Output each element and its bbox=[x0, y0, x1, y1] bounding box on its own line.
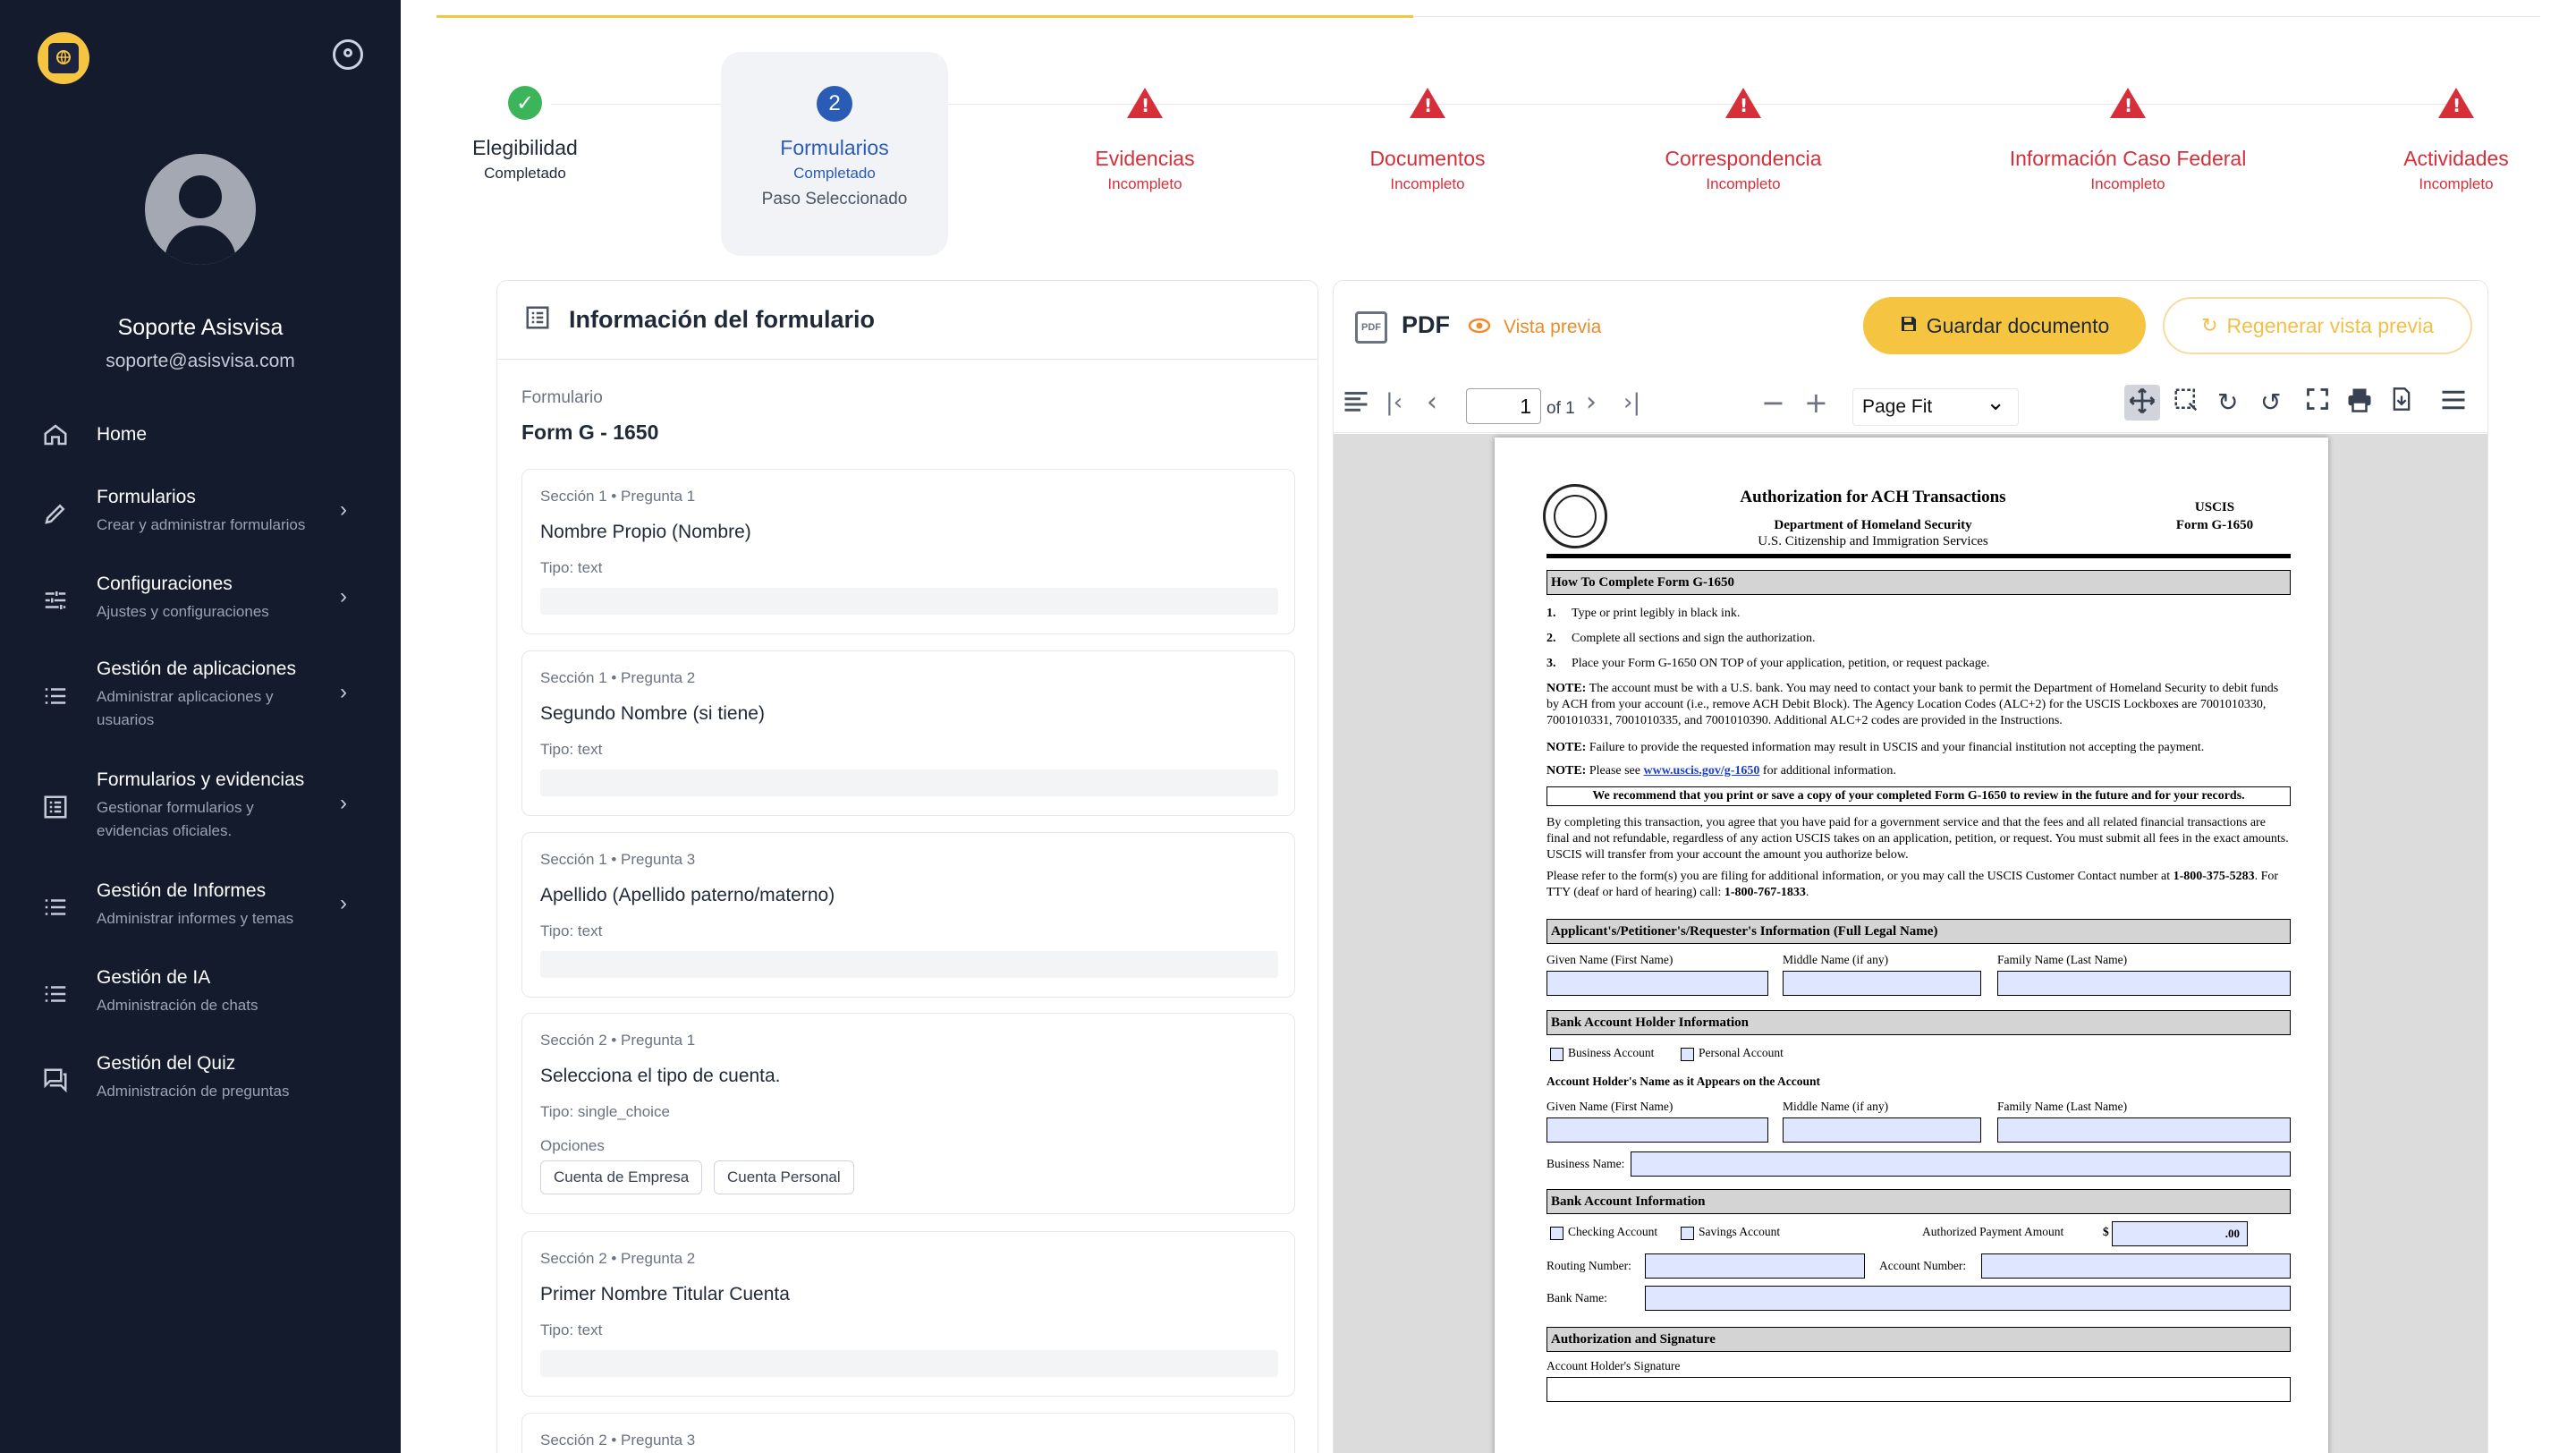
dhs-seal-icon bbox=[1543, 484, 1607, 548]
step-title: Actividades bbox=[2403, 147, 2509, 170]
sidebar-item-configuraciones[interactable] bbox=[0, 574, 401, 636]
save-document-button[interactable] bbox=[1863, 297, 2146, 354]
question-title: Selecciona el tipo de cuenta. bbox=[540, 1066, 781, 1086]
applicant-given-name-field[interactable] bbox=[1546, 971, 1768, 996]
list-icon bbox=[39, 891, 72, 923]
form-info-panel bbox=[496, 280, 1318, 1453]
refer-text: . bbox=[1805, 886, 1809, 899]
chevron-right-icon: › bbox=[340, 791, 347, 815]
agreement-text: By completing this transaction, you agree that you have paid for a government service and that the fees and all related financial transactions are final and not refundable, regardless of any action USCIS takes on an application, petition, or request. You must submit all fees in the exact amounts. USCIS will transfer from your account the amount you authorize below. bbox=[1546, 816, 2289, 862]
field-label: Middle Name (if any) bbox=[1783, 1100, 1889, 1113]
phone-number: 1-800-375-5283 bbox=[2173, 870, 2255, 883]
account-circle-icon[interactable] bbox=[333, 39, 363, 70]
regenerate-preview-label: Regenerar vista previa bbox=[2226, 313, 2434, 337]
business-name-field[interactable] bbox=[1631, 1151, 2291, 1177]
section-authorization: Authorization and Signature bbox=[1546, 1327, 2291, 1352]
sidebar-item-ia[interactable] bbox=[0, 967, 401, 1030]
sidebar-item-label: Home bbox=[97, 424, 148, 445]
question-type: Tipo: text bbox=[540, 1321, 603, 1338]
warning-icon: ! bbox=[1410, 88, 1445, 118]
step-selected-label: Paso Seleccionado bbox=[761, 190, 908, 208]
pan-tool-icon[interactable] bbox=[2128, 387, 2157, 423]
question-meta: Sección 2 • Pregunta 2 bbox=[540, 1250, 696, 1267]
pdf-label: PDF bbox=[1402, 311, 1450, 338]
chevron-right-icon: › bbox=[340, 891, 347, 915]
sidebar-item-aplicaciones[interactable] bbox=[0, 659, 401, 748]
sidebar-item-quiz[interactable] bbox=[0, 1053, 401, 1116]
question-meta: Sección 1 • Pregunta 1 bbox=[540, 488, 696, 505]
field-label: Bank Name: bbox=[1546, 1291, 1607, 1304]
fullscreen-icon[interactable] bbox=[2305, 387, 2330, 420]
question-type: Tipo: text bbox=[540, 922, 603, 939]
step-status: Incompleto bbox=[1107, 175, 1182, 192]
sidebar-item-label: Formularios y evidencias bbox=[97, 769, 305, 790]
progress-bar-fill bbox=[436, 15, 1413, 18]
payment-amount-field[interactable]: .00 bbox=[2112, 1221, 2248, 1246]
field-label: Business Name: bbox=[1546, 1157, 1625, 1170]
doc-form-id: Form G-1650 bbox=[2175, 518, 2254, 532]
regenerate-preview-button[interactable] bbox=[2163, 297, 2472, 354]
field-label: Routing Number: bbox=[1546, 1259, 1631, 1272]
progress-bar-track bbox=[1413, 16, 2540, 17]
list-icon bbox=[39, 978, 72, 1010]
savings-account-checkbox[interactable] bbox=[1681, 1227, 1694, 1240]
question-title: Segundo Nombre (si tiene) bbox=[540, 703, 765, 724]
pdf-toolbar bbox=[1334, 374, 2488, 433]
field-label: Authorized Payment Amount bbox=[1922, 1225, 2064, 1238]
check-circle-icon: ✓ bbox=[508, 86, 542, 120]
step-informacion-caso-federal[interactable] bbox=[1985, 88, 2271, 204]
personal-account-checkbox[interactable] bbox=[1681, 1048, 1694, 1061]
options-label: Opciones bbox=[540, 1137, 605, 1154]
page-number-input[interactable]: 1 bbox=[1466, 388, 1541, 424]
list-icon bbox=[39, 680, 72, 712]
refer-text: . For TTY (deaf or hard of hearing) call: bbox=[1546, 870, 2279, 899]
form-list-icon bbox=[39, 791, 72, 823]
field-label: Given Name (First Name) bbox=[1546, 1100, 1674, 1113]
option-chip[interactable]: Cuenta de Empresa bbox=[540, 1160, 702, 1194]
app-logo[interactable] bbox=[38, 32, 89, 84]
sidebar-item-sub: Administración de chats bbox=[97, 997, 258, 1014]
question-type: Tipo: single_choice bbox=[540, 1103, 670, 1120]
panel-header bbox=[497, 281, 1318, 360]
zoom-select[interactable]: Page Fit ⌄ bbox=[1852, 388, 2019, 426]
question-title: Nombre Propio (Nombre) bbox=[540, 522, 751, 542]
doc-department: Department of Homeland Security bbox=[1774, 518, 1972, 532]
section-bank: Bank Account Information bbox=[1546, 1189, 2291, 1214]
pdf-viewer[interactable] bbox=[1334, 434, 2488, 1453]
dollar-sign: $ bbox=[2103, 1225, 2109, 1238]
question-card[interactable] bbox=[521, 469, 1295, 634]
zoom-out-icon[interactable]: − bbox=[1761, 386, 1785, 420]
question-card[interactable] bbox=[521, 1413, 1295, 1453]
uscis-link[interactable]: www.uscis.gov/g-1650 bbox=[1643, 764, 1760, 777]
step-title: Evidencias bbox=[1095, 147, 1195, 170]
step-title: Formularios bbox=[780, 136, 889, 159]
field-label: Business Account bbox=[1568, 1046, 1655, 1059]
last-page-icon[interactable]: ›| bbox=[1623, 389, 1641, 416]
question-card[interactable] bbox=[521, 650, 1295, 816]
user-name: Soporte Asisvisa bbox=[117, 315, 284, 340]
step-number: 2. bbox=[1546, 632, 1556, 645]
step-status: Completado bbox=[793, 165, 876, 182]
question-title: Primer Nombre Titular Cuenta bbox=[540, 1284, 790, 1304]
sidebar-item-label: Gestión de aplicaciones bbox=[97, 659, 296, 679]
question-answer-field[interactable] bbox=[540, 951, 1278, 978]
user-email: soporte@asisvisa.com bbox=[106, 351, 295, 371]
bank-name-field[interactable] bbox=[1645, 1286, 2291, 1311]
form-name: Form G - 1650 bbox=[521, 421, 659, 444]
sidebar-item-sub: Administrar aplicaciones y usuarios bbox=[97, 688, 274, 728]
field-label: Given Name (First Name) bbox=[1546, 953, 1674, 966]
print-icon[interactable] bbox=[2346, 387, 2373, 421]
save-document-label: Guardar documento bbox=[1926, 313, 2110, 337]
pdf-file-icon: PDF bbox=[1355, 311, 1387, 344]
sidebar-toggle-icon[interactable] bbox=[1343, 387, 1369, 421]
sliders-icon bbox=[39, 584, 72, 616]
form-label: Formulario bbox=[521, 388, 603, 407]
sidebar-item-label: Configuraciones bbox=[97, 574, 233, 594]
field-label: Checking Account bbox=[1568, 1225, 1658, 1238]
rotate-clockwise-icon[interactable]: ↻ bbox=[2217, 387, 2239, 417]
pdf-page bbox=[1495, 438, 2328, 1453]
routing-number-field[interactable] bbox=[1645, 1253, 1865, 1279]
question-meta: Sección 2 • Pregunta 3 bbox=[540, 1432, 696, 1449]
step-elegibilidad[interactable] bbox=[436, 86, 614, 202]
warning-icon: ! bbox=[1127, 88, 1163, 118]
step-title: Documentos bbox=[1369, 147, 1486, 170]
note-label: NOTE: bbox=[1546, 682, 1587, 695]
warning-icon: ! bbox=[2438, 88, 2474, 118]
passport-logo-icon bbox=[48, 43, 79, 73]
eye-icon bbox=[1468, 316, 1491, 341]
sidebar-item-sub: Administración de preguntas bbox=[97, 1083, 290, 1100]
home-icon bbox=[39, 419, 72, 451]
page-count: of 1 bbox=[1546, 399, 1575, 418]
note-text: The account must be with a U.S. bank. You may need to contact your bank to permit the Department of Homeland Security to debit funds by ACH from your account (i.e., remove ACH Debit Block). The Agency Location Codes (ALC+2) for the USCIS Lockboxes are 7001010330, 7001010331, 7001010335, and 7001010390. Additional ALC+2 codes are provided in the Instructions. bbox=[1546, 682, 2279, 727]
account-number-field[interactable] bbox=[1981, 1253, 2291, 1279]
applicant-family-name-field[interactable] bbox=[1997, 971, 2291, 996]
field-label: Account Holder's Signature bbox=[1546, 1359, 1681, 1372]
question-answer-field[interactable] bbox=[540, 769, 1278, 796]
menu-icon[interactable] bbox=[2439, 387, 2468, 421]
doc-agency-full: U.S. Citizenship and Immigration Services bbox=[1758, 534, 1988, 548]
note-text: Failure to provide the requested information may result in USCIS and your financial institution not accepting the payment. bbox=[1589, 741, 2205, 754]
recommend-box: We recommend that you print or save a copy of your completed Form G-1650 to review in the future and for your records. bbox=[1546, 786, 2291, 806]
step-status: Incompleto bbox=[2090, 175, 2165, 192]
refer-text: Please refer to the form(s) you are filing for additional information, or you may call the USCIS Customer Contact number at bbox=[1546, 870, 2174, 883]
sidebar-item-label: Formularios bbox=[97, 487, 196, 507]
step-title: Correspondencia bbox=[1665, 147, 1822, 170]
question-meta: Sección 1 • Pregunta 2 bbox=[540, 669, 696, 686]
sidebar-item-sub: Gestionar formularios y evidencias oficiales. bbox=[97, 799, 254, 839]
signature-field[interactable] bbox=[1546, 1377, 2291, 1402]
sidebar-item-label: Gestión de IA bbox=[97, 967, 211, 988]
holder-family-name-field[interactable] bbox=[1997, 1117, 2291, 1143]
question-card[interactable] bbox=[521, 1231, 1295, 1397]
note-text: Please see bbox=[1589, 764, 1644, 777]
note-text: for additional information. bbox=[1759, 764, 1896, 777]
sidebar-item-label: Gestión de Informes bbox=[97, 880, 267, 901]
holder-middle-name-field[interactable] bbox=[1783, 1117, 1981, 1143]
download-icon[interactable] bbox=[2389, 387, 2414, 420]
step-title: Información Caso Federal bbox=[2009, 147, 2247, 170]
rotate-counterclockwise-icon[interactable]: ↺ bbox=[2260, 387, 2282, 417]
section-holder: Bank Account Holder Information bbox=[1546, 1010, 2291, 1035]
step-correspondencia[interactable] bbox=[1636, 88, 1851, 204]
warning-icon: ! bbox=[1725, 88, 1761, 118]
step-text: Place your Form G-1650 ON TOP of your application, petition, or request package. bbox=[1572, 657, 1990, 670]
question-type: Tipo: text bbox=[540, 741, 603, 758]
step-evidencias[interactable] bbox=[1055, 88, 1234, 204]
field-label: Middle Name (if any) bbox=[1783, 953, 1889, 966]
doc-agency: USCIS bbox=[2194, 500, 2235, 514]
chat-icon bbox=[39, 1064, 72, 1096]
doc-title: Authorization for ACH Transactions bbox=[1740, 488, 2006, 506]
step-formularios[interactable] bbox=[745, 86, 924, 220]
question-meta: Sección 2 • Pregunta 1 bbox=[540, 1032, 696, 1049]
preview-label: Vista previa bbox=[1504, 317, 1602, 337]
sidebar-item-sub: Administrar informes y temas bbox=[97, 910, 294, 927]
step-status: Completado bbox=[484, 165, 566, 182]
step-documentos[interactable] bbox=[1338, 88, 1517, 204]
refresh-icon: ↻ bbox=[2201, 314, 2218, 336]
pdf-panel bbox=[1333, 280, 2488, 1453]
question-card[interactable] bbox=[521, 1013, 1295, 1214]
header-rule bbox=[1546, 554, 2291, 558]
step-actividades[interactable] bbox=[2376, 88, 2537, 204]
sidebar-item-formularios[interactable] bbox=[0, 487, 401, 549]
first-page-icon[interactable]: |‹ bbox=[1385, 389, 1403, 416]
question-answer-field[interactable] bbox=[540, 588, 1278, 615]
step-status: Incompleto bbox=[1390, 175, 1465, 192]
sidebar-item-informes[interactable] bbox=[0, 880, 401, 943]
sidebar-item-label: Gestión del Quiz bbox=[97, 1053, 236, 1074]
step-number: 3. bbox=[1546, 657, 1556, 670]
option-chip[interactable]: Cuenta Personal bbox=[714, 1160, 854, 1194]
step-number: 1. bbox=[1546, 607, 1556, 620]
zoom-in-icon[interactable]: + bbox=[1804, 386, 1828, 420]
field-label: Savings Account bbox=[1699, 1225, 1781, 1238]
field-label: Personal Account bbox=[1699, 1046, 1784, 1059]
sidebar-item-formularios-evidencias[interactable] bbox=[0, 769, 401, 859]
chevron-right-icon: › bbox=[340, 584, 347, 608]
question-answer-field[interactable] bbox=[540, 1350, 1278, 1377]
sidebar bbox=[0, 0, 401, 1453]
avatar bbox=[145, 154, 256, 265]
note-label: NOTE: bbox=[1546, 741, 1587, 754]
question-title: Apellido (Apellido paterno/materno) bbox=[540, 885, 835, 905]
section-applicant: Applicant's/Petitioner's/Requester's Information (Full Legal Name) bbox=[1546, 919, 2291, 944]
sidebar-item-sub: Crear y administrar formularios bbox=[97, 516, 306, 533]
form-list-icon bbox=[524, 304, 551, 336]
sidebar-item-home[interactable] bbox=[0, 419, 401, 455]
applicant-middle-name-field[interactable] bbox=[1783, 971, 1981, 996]
sidebar-item-sub: Ajustes y configuraciones bbox=[97, 603, 269, 620]
tty-number: 1-800-767-1833 bbox=[1724, 886, 1806, 899]
business-account-checkbox[interactable] bbox=[1550, 1048, 1563, 1061]
holder-name-title: Account Holder's Name as it Appears on the Account bbox=[1546, 1075, 1820, 1088]
step-status: Incompleto bbox=[1706, 175, 1781, 192]
question-meta: Sección 1 • Pregunta 3 bbox=[540, 851, 696, 868]
holder-given-name-field[interactable] bbox=[1546, 1117, 1768, 1143]
question-card[interactable] bbox=[521, 832, 1295, 998]
step-status: Incompleto bbox=[2419, 175, 2494, 192]
step-number-badge: 2 bbox=[817, 86, 852, 122]
checking-account-checkbox[interactable] bbox=[1550, 1227, 1563, 1240]
field-label: Account Number: bbox=[1879, 1259, 1967, 1272]
chevron-right-icon: › bbox=[340, 680, 347, 704]
marquee-select-icon[interactable] bbox=[2173, 387, 2199, 421]
field-label: Family Name (Last Name) bbox=[1997, 953, 2128, 966]
chevron-right-icon: › bbox=[340, 497, 347, 522]
note-label: NOTE: bbox=[1546, 764, 1587, 777]
field-label: Family Name (Last Name) bbox=[1997, 1100, 2128, 1113]
step-title: Elegibilidad bbox=[472, 136, 578, 159]
warning-icon: ! bbox=[2110, 88, 2146, 118]
next-page-icon[interactable]: › bbox=[1586, 387, 1597, 418]
section-how-to: How To Complete Form G-1650 bbox=[1546, 570, 2291, 595]
pencil-icon bbox=[39, 497, 72, 530]
save-icon bbox=[1900, 314, 1918, 338]
panel-title: Información del formulario bbox=[569, 306, 876, 333]
step-text: Complete all sections and sign the authorization. bbox=[1572, 632, 1816, 645]
question-type: Tipo: text bbox=[540, 559, 603, 576]
step-text: Type or print legibly in black ink. bbox=[1572, 607, 1741, 620]
previous-page-icon[interactable]: ‹ bbox=[1427, 387, 1437, 418]
